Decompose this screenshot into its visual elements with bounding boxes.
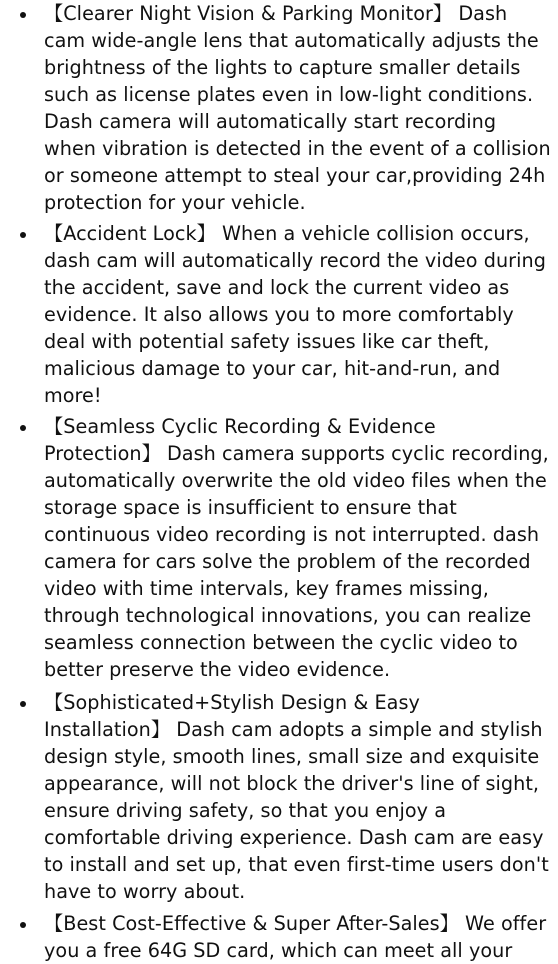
feature-text-accident-lock: 【Accident Lock】 When a vehicle collision occurs, dash cam will automatically record the video during the accident, save and lock the current video as evidence. It also allows you to more comfortably deal with potential safety issues like car theft, malicious damage to your car, hit-and-run, and more! [44, 222, 546, 407]
list-item [0, 910, 558, 964]
list-item [0, 220, 558, 409]
feature-text-cyclic-recording: 【Seamless Cyclic Recording & Evidence Protection】 Dash camera supports cyclic recording, automatically overwrite the old video files when the storage space is insufficient to ensure that continuous video recording is not interrupted. dash camera for cars solve the problem of the recorded video with time intervals, key frames missing, through technological innovations, you can realize seamless connection between the cyclic video to better preserve the video evidence. [44, 415, 549, 681]
feature-text-after-sales: 【Best Cost-Effective & Super After-Sales】 We offer you a free 64G SD card, which can meet all your [44, 912, 547, 962]
list-item [0, 689, 558, 905]
feature-text-design: 【Sophisticated+Stylish Design & Easy Installation】 Dash cam adopts a simple and stylish design style, smooth lines, small size and exquisite appearance, will not block the driver's line of sight, ensure driving safety, so that you enjoy a comfortable driving experience. Dash cam are easy to install and set up, that even first-time users don't have to worry about. [44, 691, 549, 903]
bullet-icon [20, 701, 26, 707]
list-item [0, 413, 558, 683]
bullet-icon [20, 232, 26, 238]
bullet-icon [20, 425, 26, 431]
feature-text-night-vision: 【Clearer Night Vision & Parking Monitor】 Dash cam wide-angle lens that automatically adjusts the brightness of the lights to capture smaller details such as license plates even in low-light conditions. Dash camera will automatically start recording when vibration is detected in the event of a collision or someone attempt to steal your car,providing 24h protection for your vehicle. [44, 2, 551, 214]
list-item [0, 0, 558, 216]
bullet-icon [20, 922, 26, 928]
bullet-icon [20, 12, 26, 18]
